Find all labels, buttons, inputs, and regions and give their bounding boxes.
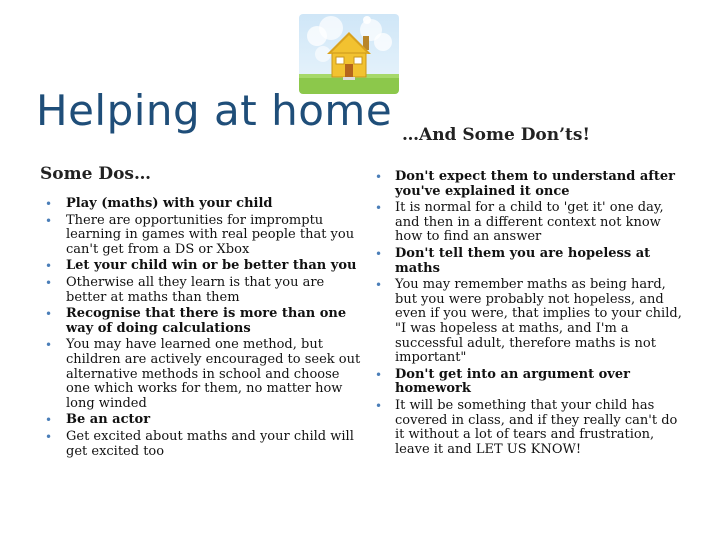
bullet-icon: •: [375, 278, 383, 293]
list-item: [372, 201, 687, 245]
donts-list: [372, 170, 687, 459]
bullet-icon: •: [375, 170, 383, 184]
bullet-icon: •: [45, 413, 53, 428]
list-item-text: Otherwise all they learn is that you are better at maths than them: [66, 274, 325, 305]
bullet-icon: •: [45, 338, 53, 353]
list-item: [42, 214, 362, 258]
list-item-text: Let your child win or be better than you: [66, 258, 357, 274]
list-item: [372, 368, 687, 397]
list-item-text: Don't get into an argument over homework: [395, 366, 630, 397]
list-item: [372, 170, 687, 199]
bullet-icon: •: [375, 246, 383, 261]
list-item-text: Be an actor: [66, 412, 151, 428]
bullet-icon: •: [45, 429, 53, 444]
list-item: [372, 247, 687, 276]
list-item-text: Get excited about maths and your child will get excited too: [66, 428, 354, 459]
list-item: [42, 197, 362, 212]
dos-heading: Some Dos…: [40, 164, 151, 184]
list-item: [372, 278, 687, 366]
bullet-icon: •: [45, 275, 53, 290]
donts-heading: …And Some Don’ts!: [402, 125, 590, 145]
house-clipart-icon: [299, 14, 399, 94]
bullet-icon: •: [375, 367, 383, 382]
list-item-text: It will be something that your child has covered in class, and if they really can't do it without a lot of tears and frustration, leave it and LET US KNOW!: [395, 397, 678, 457]
bullet-icon: •: [375, 398, 383, 413]
list-item: [42, 276, 362, 305]
list-item-text: Don't expect them to understand after you've explained it once: [395, 169, 676, 199]
list-item-text: There are opportunities for impromptu learning in games with real people that you can't get from a DS or Xbox: [66, 212, 355, 257]
bullet-icon: •: [45, 307, 53, 322]
bullet-icon: •: [45, 259, 53, 274]
slide-title: Helping at home: [36, 86, 393, 135]
bullet-icon: •: [45, 197, 53, 211]
list-item: [42, 307, 362, 336]
list-item: [42, 430, 362, 459]
list-item: [42, 338, 362, 411]
list-item-text: Play (maths) with your child: [66, 196, 273, 211]
list-item-text: Recognise that there is more than one way of doing calculations: [66, 306, 347, 336]
list-item: [372, 399, 687, 457]
list-item-text: Don't tell them you are hopeless at maths: [395, 245, 651, 276]
list-item-text: You may have learned one method, but children are actively encouraged to seek out alternative methods in school and choose one which works for them, no matter how long winded: [66, 337, 361, 411]
bullet-icon: •: [375, 201, 383, 216]
bullet-icon: •: [45, 213, 53, 228]
list-item-text: It is normal for a child to 'get it' one day, and then in a different context not know how to find an answer: [395, 200, 664, 245]
list-item-text: You may remember maths as being hard, but you were probably not hopeless, and even if you were, that implies to your child, "I was hopeless at maths, and I'm a successful adult, therefore maths is not important": [395, 277, 682, 366]
dos-list: [42, 197, 362, 461]
list-item: [42, 413, 362, 428]
list-item: [42, 259, 362, 274]
